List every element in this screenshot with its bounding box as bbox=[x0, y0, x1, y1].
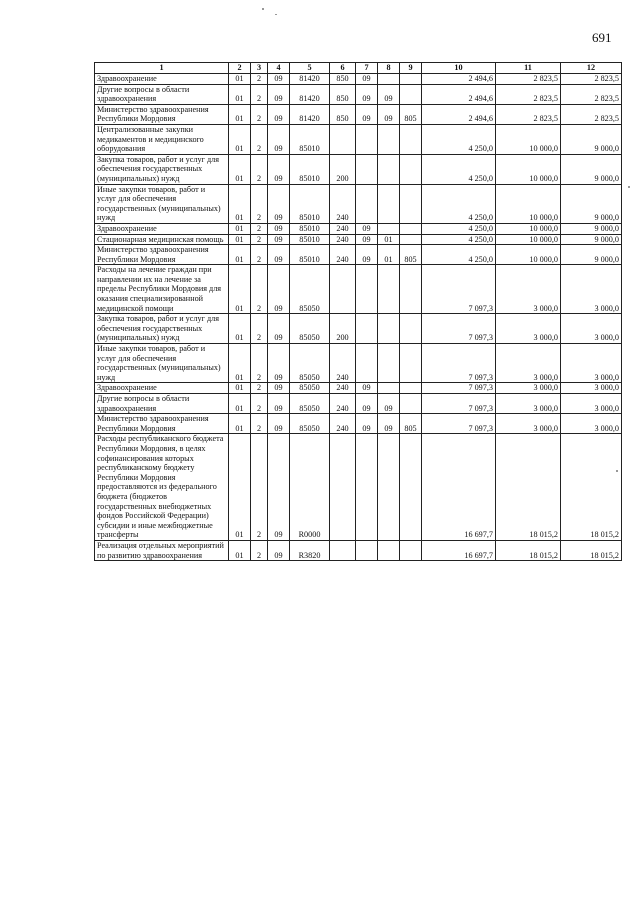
column-header: 7 bbox=[356, 63, 378, 74]
code-cell: 09 bbox=[378, 414, 400, 434]
row-name-cell: Другие вопросы в области здравоохранения bbox=[95, 394, 229, 414]
code-cell: 01 bbox=[229, 414, 251, 434]
code-cell: 09 bbox=[268, 383, 290, 394]
column-header: 1 bbox=[95, 63, 229, 74]
code-cell bbox=[378, 154, 400, 184]
table-row bbox=[95, 124, 622, 154]
budget-table bbox=[94, 62, 622, 561]
code-cell: 09 bbox=[356, 245, 378, 265]
code-cell: 2 bbox=[251, 414, 268, 434]
amount-cell: 9 000,0 bbox=[561, 245, 622, 265]
scan-mark bbox=[262, 8, 264, 10]
code-cell: 09 bbox=[268, 184, 290, 223]
amount-cell: 4 250,0 bbox=[422, 223, 496, 234]
amount-cell: 7 097,3 bbox=[422, 265, 496, 314]
row-name-cell: Министерство здравоохранения Республики Мордовия bbox=[95, 104, 229, 124]
code-cell: 09 bbox=[268, 104, 290, 124]
code-cell: 81420 bbox=[290, 104, 330, 124]
code-cell: 01 bbox=[229, 383, 251, 394]
code-cell bbox=[400, 184, 422, 223]
column-header: 4 bbox=[268, 63, 290, 74]
code-cell: 805 bbox=[400, 245, 422, 265]
code-cell: R0000 bbox=[290, 434, 330, 541]
code-cell: 09 bbox=[378, 84, 400, 104]
code-cell: 85050 bbox=[290, 265, 330, 314]
row-name-cell: Здравоохранение bbox=[95, 74, 229, 85]
amount-cell: 10 000,0 bbox=[496, 154, 561, 184]
code-cell bbox=[400, 234, 422, 245]
code-cell: 2 bbox=[251, 434, 268, 541]
code-cell: 01 bbox=[229, 265, 251, 314]
code-cell: 81420 bbox=[290, 84, 330, 104]
code-cell bbox=[356, 434, 378, 541]
row-name-cell: Иные закупки товаров, работ и услуг для обеспечения государственных (муниципальных) нужд bbox=[95, 184, 229, 223]
amount-cell: 7 097,3 bbox=[422, 383, 496, 394]
code-cell: 850 bbox=[330, 104, 356, 124]
code-cell bbox=[356, 124, 378, 154]
code-cell: 09 bbox=[356, 104, 378, 124]
code-cell: 2 bbox=[251, 124, 268, 154]
code-cell: 09 bbox=[268, 314, 290, 344]
code-cell bbox=[400, 383, 422, 394]
code-cell bbox=[330, 265, 356, 314]
amount-cell: 10 000,0 bbox=[496, 124, 561, 154]
code-cell bbox=[400, 540, 422, 560]
row-name-cell: Закупка товаров, работ и услуг для обеспечения государственных (муниципальных) нужд bbox=[95, 154, 229, 184]
code-cell: 09 bbox=[268, 124, 290, 154]
code-cell: 240 bbox=[330, 223, 356, 234]
amount-cell: 2 494,6 bbox=[422, 74, 496, 85]
code-cell: 09 bbox=[356, 223, 378, 234]
amount-cell: 3 000,0 bbox=[496, 383, 561, 394]
amount-cell: 16 697,7 bbox=[422, 540, 496, 560]
code-cell: 09 bbox=[356, 383, 378, 394]
code-cell: 200 bbox=[330, 314, 356, 344]
code-cell: 09 bbox=[356, 414, 378, 434]
code-cell: 85010 bbox=[290, 184, 330, 223]
code-cell bbox=[356, 540, 378, 560]
row-name-cell: Здравоохранение bbox=[95, 383, 229, 394]
code-cell bbox=[378, 383, 400, 394]
amount-cell: 7 097,3 bbox=[422, 314, 496, 344]
code-cell: 850 bbox=[330, 84, 356, 104]
code-cell bbox=[378, 74, 400, 85]
amount-cell: 10 000,0 bbox=[496, 223, 561, 234]
code-cell: 01 bbox=[229, 154, 251, 184]
amount-cell: 4 250,0 bbox=[422, 245, 496, 265]
column-header: 6 bbox=[330, 63, 356, 74]
code-cell: 01 bbox=[229, 434, 251, 541]
table-row bbox=[95, 434, 622, 541]
amount-cell: 18 015,2 bbox=[496, 434, 561, 541]
amount-cell: 10 000,0 bbox=[496, 245, 561, 265]
amount-cell: 9 000,0 bbox=[561, 234, 622, 245]
amount-cell: 3 000,0 bbox=[561, 414, 622, 434]
row-name-cell: Другие вопросы в области здравоохранения bbox=[95, 84, 229, 104]
amount-cell: 2 823,5 bbox=[496, 74, 561, 85]
code-cell: 2 bbox=[251, 84, 268, 104]
code-cell: 240 bbox=[330, 344, 356, 383]
amount-cell: 9 000,0 bbox=[561, 124, 622, 154]
code-cell: 01 bbox=[229, 124, 251, 154]
table-row bbox=[95, 265, 622, 314]
amount-cell: 18 015,2 bbox=[561, 434, 622, 541]
amount-cell: 3 000,0 bbox=[561, 394, 622, 414]
code-cell: 01 bbox=[229, 104, 251, 124]
code-cell: 09 bbox=[268, 434, 290, 541]
code-cell bbox=[330, 434, 356, 541]
code-cell: 2 bbox=[251, 314, 268, 344]
code-cell: 09 bbox=[268, 223, 290, 234]
code-cell: 2 bbox=[251, 223, 268, 234]
amount-cell: 3 000,0 bbox=[561, 265, 622, 314]
row-name-cell: Министерство здравоохранения Республики Мордовия bbox=[95, 245, 229, 265]
row-name-cell: Стационарная медицинская помощь bbox=[95, 234, 229, 245]
amount-cell: 7 097,3 bbox=[422, 344, 496, 383]
amount-cell: 2 823,5 bbox=[561, 104, 622, 124]
code-cell: 81420 bbox=[290, 74, 330, 85]
amount-cell: 2 823,5 bbox=[496, 84, 561, 104]
code-cell: 01 bbox=[378, 245, 400, 265]
code-cell bbox=[400, 314, 422, 344]
amount-cell: 9 000,0 bbox=[561, 184, 622, 223]
amount-cell: 10 000,0 bbox=[496, 234, 561, 245]
code-cell: 85050 bbox=[290, 383, 330, 394]
table-row bbox=[95, 314, 622, 344]
code-cell bbox=[400, 344, 422, 383]
code-cell: 2 bbox=[251, 540, 268, 560]
amount-cell: 18 015,2 bbox=[496, 540, 561, 560]
amount-cell: 4 250,0 bbox=[422, 234, 496, 245]
code-cell: 09 bbox=[356, 394, 378, 414]
table-row bbox=[95, 74, 622, 85]
code-cell: 01 bbox=[229, 540, 251, 560]
code-cell: 09 bbox=[268, 154, 290, 184]
code-cell: 09 bbox=[268, 234, 290, 245]
code-cell bbox=[400, 265, 422, 314]
code-cell bbox=[400, 124, 422, 154]
code-cell: 85010 bbox=[290, 124, 330, 154]
code-cell: 01 bbox=[229, 223, 251, 234]
code-cell: 09 bbox=[268, 414, 290, 434]
scan-mark bbox=[275, 14, 277, 15]
code-cell bbox=[356, 314, 378, 344]
code-cell: 09 bbox=[378, 104, 400, 124]
code-cell bbox=[378, 265, 400, 314]
code-cell: 240 bbox=[330, 394, 356, 414]
table-row bbox=[95, 154, 622, 184]
amount-cell: 16 697,7 bbox=[422, 434, 496, 541]
code-cell bbox=[378, 314, 400, 344]
amount-cell: 3 000,0 bbox=[561, 314, 622, 344]
code-cell bbox=[378, 344, 400, 383]
amount-cell: 2 494,6 bbox=[422, 84, 496, 104]
code-cell: 2 bbox=[251, 383, 268, 394]
code-cell: 850 bbox=[330, 74, 356, 85]
row-name-cell: Расходы республиканского бюджета Республики Мордовия, в целях софинансирования которых республиканскому бюджету Республики Мордовия предоставляются из федерального бюджета (бюджетов государственных внебюджетных фондов Российской Федерации) субсидии и иные межбюджетные трансферты bbox=[95, 434, 229, 541]
code-cell bbox=[378, 434, 400, 541]
code-cell bbox=[356, 184, 378, 223]
table-row bbox=[95, 540, 622, 560]
code-cell: 85010 bbox=[290, 223, 330, 234]
code-cell: 09 bbox=[356, 84, 378, 104]
code-cell: 2 bbox=[251, 344, 268, 383]
code-cell: 01 bbox=[229, 314, 251, 344]
code-cell: 09 bbox=[268, 394, 290, 414]
row-name-cell: Здравоохранение bbox=[95, 223, 229, 234]
code-cell: 09 bbox=[268, 540, 290, 560]
code-cell bbox=[400, 154, 422, 184]
amount-cell: 2 494,6 bbox=[422, 104, 496, 124]
amount-cell: 3 000,0 bbox=[496, 265, 561, 314]
code-cell: 240 bbox=[330, 234, 356, 245]
column-header: 5 bbox=[290, 63, 330, 74]
code-cell: 805 bbox=[400, 104, 422, 124]
row-name-cell: Реализация отдельных мероприятий по развитию здравоохранения bbox=[95, 540, 229, 560]
code-cell bbox=[400, 434, 422, 541]
code-cell bbox=[400, 223, 422, 234]
table-row bbox=[95, 104, 622, 124]
amount-cell: 10 000,0 bbox=[496, 184, 561, 223]
amount-cell: 4 250,0 bbox=[422, 184, 496, 223]
amount-cell: 3 000,0 bbox=[561, 344, 622, 383]
code-cell: 2 bbox=[251, 394, 268, 414]
scan-mark bbox=[628, 186, 630, 188]
code-cell bbox=[378, 540, 400, 560]
table-row bbox=[95, 394, 622, 414]
code-cell: 09 bbox=[356, 234, 378, 245]
column-header: 9 bbox=[400, 63, 422, 74]
code-cell: 01 bbox=[229, 344, 251, 383]
code-cell: 85010 bbox=[290, 234, 330, 245]
code-cell bbox=[378, 184, 400, 223]
code-cell: 85050 bbox=[290, 344, 330, 383]
code-cell: 01 bbox=[229, 234, 251, 245]
code-cell: 09 bbox=[378, 394, 400, 414]
code-cell: 85050 bbox=[290, 314, 330, 344]
table-row bbox=[95, 184, 622, 223]
amount-cell: 3 000,0 bbox=[561, 383, 622, 394]
code-cell bbox=[356, 154, 378, 184]
row-name-cell: Централизованные закупки медикаментов и медицинского оборудования bbox=[95, 124, 229, 154]
code-cell bbox=[330, 124, 356, 154]
code-cell: 85050 bbox=[290, 414, 330, 434]
amount-cell: 3 000,0 bbox=[496, 314, 561, 344]
amount-cell: 4 250,0 bbox=[422, 124, 496, 154]
code-cell: 09 bbox=[356, 74, 378, 85]
code-cell: 01 bbox=[378, 234, 400, 245]
code-cell bbox=[356, 344, 378, 383]
amount-cell: 7 097,3 bbox=[422, 394, 496, 414]
code-cell: 2 bbox=[251, 234, 268, 245]
code-cell: 09 bbox=[268, 344, 290, 383]
amount-cell: 9 000,0 bbox=[561, 223, 622, 234]
code-cell bbox=[378, 223, 400, 234]
amount-cell: 4 250,0 bbox=[422, 154, 496, 184]
column-header: 3 bbox=[251, 63, 268, 74]
table-row bbox=[95, 344, 622, 383]
code-cell: 09 bbox=[268, 74, 290, 85]
code-cell bbox=[330, 540, 356, 560]
code-cell bbox=[400, 74, 422, 85]
table-row bbox=[95, 245, 622, 265]
amount-cell: 2 823,5 bbox=[561, 84, 622, 104]
row-name-cell: Министерство здравоохранения Республики Мордовия bbox=[95, 414, 229, 434]
amount-cell: 2 823,5 bbox=[496, 104, 561, 124]
table-row bbox=[95, 84, 622, 104]
code-cell: 09 bbox=[268, 245, 290, 265]
amount-cell: 3 000,0 bbox=[496, 414, 561, 434]
amount-cell: 3 000,0 bbox=[496, 394, 561, 414]
code-cell: 09 bbox=[268, 265, 290, 314]
row-name-cell: Закупка товаров, работ и услуг для обеспечения государственных (муниципальных) нужд bbox=[95, 314, 229, 344]
column-header: 8 bbox=[378, 63, 400, 74]
code-cell: 805 bbox=[400, 414, 422, 434]
column-header: 11 bbox=[496, 63, 561, 74]
amount-cell: 18 015,2 bbox=[561, 540, 622, 560]
code-cell: 01 bbox=[229, 84, 251, 104]
column-header: 2 bbox=[229, 63, 251, 74]
amount-cell: 3 000,0 bbox=[496, 344, 561, 383]
row-name-cell: Расходы на лечение граждан при направлении их на лечение за пределы Республики Мордовия для оказания специализированной медицинской помощи bbox=[95, 265, 229, 314]
code-cell: 01 bbox=[229, 184, 251, 223]
code-cell: 240 bbox=[330, 184, 356, 223]
table-row bbox=[95, 383, 622, 394]
code-cell: 240 bbox=[330, 245, 356, 265]
table-row bbox=[95, 234, 622, 245]
code-cell: 01 bbox=[229, 74, 251, 85]
amount-cell: 9 000,0 bbox=[561, 154, 622, 184]
column-header: 10 bbox=[422, 63, 496, 74]
code-cell bbox=[400, 394, 422, 414]
row-name-cell: Иные закупки товаров, работ и услуг для обеспечения государственных (муниципальных) нужд bbox=[95, 344, 229, 383]
code-cell bbox=[400, 84, 422, 104]
amount-cell: 2 823,5 bbox=[561, 74, 622, 85]
code-cell: R3820 bbox=[290, 540, 330, 560]
code-cell: 01 bbox=[229, 394, 251, 414]
code-cell: 85010 bbox=[290, 154, 330, 184]
table-row bbox=[95, 414, 622, 434]
code-cell: 200 bbox=[330, 154, 356, 184]
code-cell: 85010 bbox=[290, 245, 330, 265]
code-cell: 2 bbox=[251, 104, 268, 124]
code-cell: 09 bbox=[268, 84, 290, 104]
amount-cell: 7 097,3 bbox=[422, 414, 496, 434]
page-number: 691 bbox=[592, 30, 612, 45]
code-cell: 85050 bbox=[290, 394, 330, 414]
code-cell: 2 bbox=[251, 245, 268, 265]
code-cell: 2 bbox=[251, 74, 268, 85]
code-cell: 240 bbox=[330, 414, 356, 434]
code-cell: 2 bbox=[251, 265, 268, 314]
table-row bbox=[95, 223, 622, 234]
code-cell bbox=[378, 124, 400, 154]
code-cell bbox=[356, 265, 378, 314]
code-cell: 2 bbox=[251, 154, 268, 184]
code-cell: 01 bbox=[229, 245, 251, 265]
table-header-row bbox=[95, 63, 622, 74]
code-cell: 2 bbox=[251, 184, 268, 223]
code-cell: 240 bbox=[330, 383, 356, 394]
column-header: 12 bbox=[561, 63, 622, 74]
